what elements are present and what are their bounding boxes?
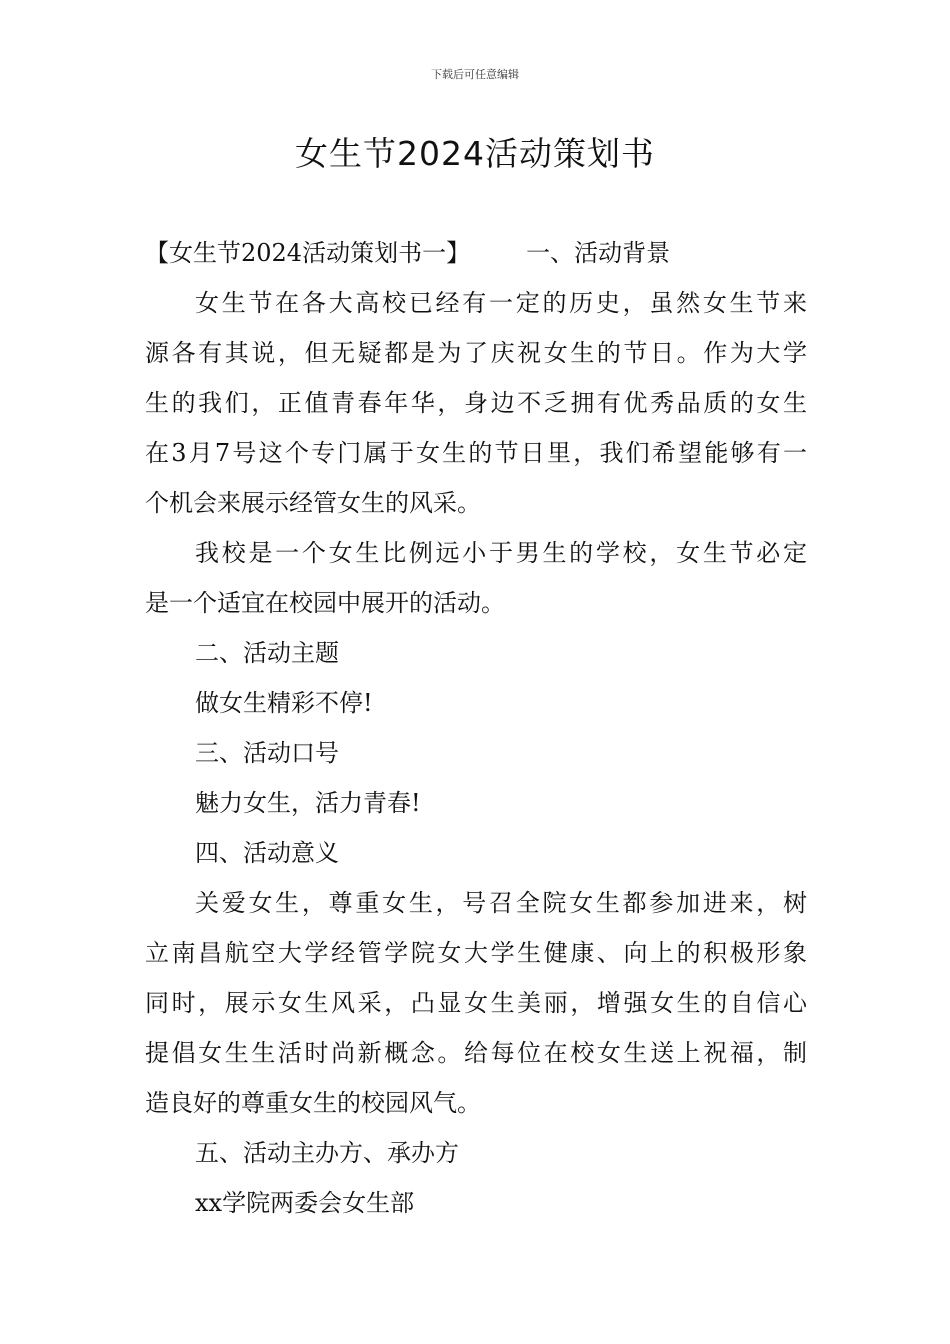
paragraph-line: 立南昌航空大学经管学院女大学生健康、向上的积极形象 <box>145 939 807 967</box>
paragraph-line: 同时，展示女生风采，凸显女生美丽，增强女生的自信心 <box>145 989 807 1017</box>
paragraph-line: 是一个适宜在校园中展开的活动。 <box>145 589 505 617</box>
header-note: 下载后可任意编辑 <box>431 68 519 81</box>
paragraph-line: 提倡女生生活时尚新概念。给每位在校女生送上祝福，制 <box>145 1039 807 1067</box>
paragraph-line: 我校是一个女生比例远小于男生的学校，女生节必定 <box>195 539 807 567</box>
section-heading: 四、活动意义 <box>195 839 339 867</box>
paragraph-line: 生的我们，正值青春年华，身边不乏拥有优秀品质的女生 <box>145 389 807 417</box>
section-heading: 一、活动背景 <box>526 239 671 267</box>
part-label: 【女生节2024活动策划书一】 <box>145 239 471 267</box>
paragraph-line: 关爱女生，尊重女生，号召全院女生都参加进来，树 <box>195 889 807 917</box>
part-heading-line <box>145 228 807 278</box>
section-heading: 二、活动主题 <box>195 639 339 667</box>
section-heading: 三、活动口号 <box>195 739 339 767</box>
document-title: 女生节2024活动策划书 <box>295 134 655 173</box>
document-body <box>145 228 807 1228</box>
paragraph-line: 造良好的尊重女生的校园风气。 <box>145 1089 481 1117</box>
section-heading: 五、活动主办方、承办方 <box>195 1139 459 1167</box>
paragraph-line: 源各有其说，但无疑都是为了庆祝女生的节日。作为大学 <box>145 339 807 367</box>
paragraph-line: 女生节在各大高校已经有一定的历史，虽然女生节来 <box>195 289 807 317</box>
paragraph-line: 个机会来展示经管女生的风采。 <box>145 489 481 517</box>
section-text: 魅力女生，活力青春! <box>195 789 421 817</box>
section-text: 做女生精彩不停! <box>195 689 373 717</box>
paragraph-line: 在3月7号这个专门属于女生的节日里，我们希望能够有一 <box>145 439 807 467</box>
section-text: xx学院两委会女生部 <box>195 1189 415 1217</box>
